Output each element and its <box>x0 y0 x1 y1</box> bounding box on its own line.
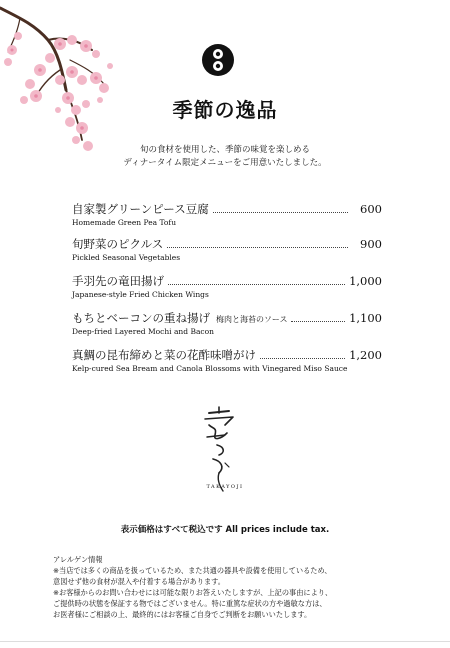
cherry-blossom-branch-illustration <box>0 0 140 165</box>
allergen-line: ※お客様からのお問い合わせには可能な限りお答えいたしますが、上記の事由により、 <box>53 588 333 597</box>
menu-item-english: Kelp-cured Sea Bream and Canola Blossoms with Vinegared Miso Sauce <box>72 364 348 373</box>
menu-item-note: 梅肉と海苔のソース <box>216 315 288 324</box>
allergen-line: ※当店では多くの商品を扱っているため、また共通の器具や設備を使用しているため、 <box>53 566 332 575</box>
leader-dots <box>167 237 348 248</box>
menu-item-price: 600 <box>360 202 382 216</box>
menu-item-price: 900 <box>360 237 382 251</box>
menu-item <box>72 273 382 299</box>
menu-item <box>72 347 382 373</box>
menu-item-name: もちとベーコンの重ね揚げ <box>72 311 210 325</box>
brand-name: TAKAYOJI <box>206 484 244 490</box>
menu-item-price: 1,100 <box>349 311 382 325</box>
bottom-divider <box>0 641 450 642</box>
menu-item-price: 1,000 <box>349 274 382 288</box>
allergen-title: アレルゲン情報 <box>53 555 103 564</box>
menu-item-english: Deep-fried Layered Mochi and Bacon <box>72 327 214 336</box>
menu-item <box>72 236 382 262</box>
calligraphy-logo <box>195 405 243 495</box>
menu-item-english: Pickled Seasonal Vegetables <box>72 253 181 262</box>
leader-dots <box>213 202 348 213</box>
menu-item <box>72 201 382 227</box>
menu-item-english: Homemade Green Pea Tofu <box>72 218 177 227</box>
tax-note: 表示価格はすべて税込です All prices include tax. <box>120 525 330 535</box>
allergen-line: お医者様にご相談の上、最終的にはお客様ご自身でご判断をお願いいたします。 <box>53 610 312 619</box>
menu-item-name: 旬野菜のピクルス <box>72 237 164 251</box>
allergen-line: 意図せず他の食材が混入や付着する場合があります。 <box>53 577 225 586</box>
page-title: 季節の逸品 <box>172 98 278 122</box>
menu-item-price: 1,200 <box>349 348 382 362</box>
allergen-info <box>53 554 413 620</box>
leader-dots <box>291 311 345 322</box>
intro-line-1: 旬の食材を使用した、季節の味覚を楽しめる <box>139 145 310 155</box>
leader-dots <box>168 274 345 285</box>
allergen-line: ご提供時の状態を保証する物ではございません。特に重篤な症状の方や過敏な方は、 <box>53 599 327 608</box>
intro-line-2: ディナータイム限定メニューをご用意いたしました。 <box>123 158 327 168</box>
menu-item-name: 真鯛の昆布締めと菜の花酢味噌がけ <box>72 348 256 362</box>
family-crest-icon <box>201 43 235 77</box>
leader-dots <box>260 348 345 359</box>
menu-item-english: Japanese-style Fried Chicken Wings <box>72 290 209 299</box>
menu-item <box>72 310 382 336</box>
menu-item-name: 自家製グリーンピース豆腐 <box>72 202 209 216</box>
menu-item-name: 手羽先の竜田揚げ <box>72 274 164 288</box>
